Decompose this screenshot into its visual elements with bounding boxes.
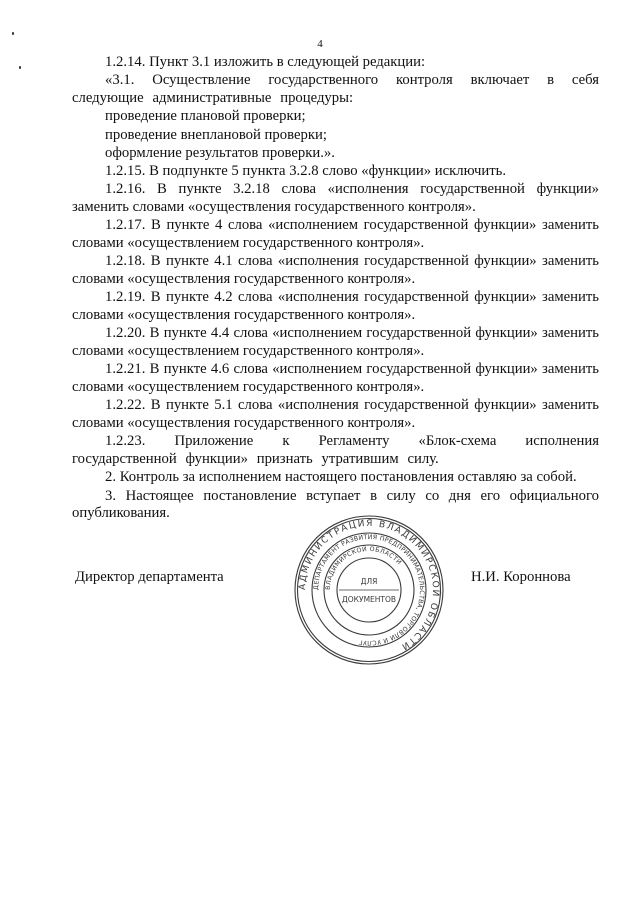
scan-mark [12,32,14,35]
signatory-title: Директор департамента [75,569,224,585]
closing-paragraph: 2. Контроль за исполнением настоящего постановления оставляю за собой. [105,469,577,486]
amendment-paragraph: 1.2.20. В пункте 4.4 слова «исполнением государственной функции» заменить словами «осуществлением государственного контроля». [72,325,599,360]
amendment-paragraph: 1.2.21. В пункте 4.6 слова «исполнением государственной функции» заменить словами «осуществлением государственного контроля». [72,361,599,396]
signatory-name: Н.И. Короннова [471,569,571,585]
amendment-paragraph: 1.2.17. В пункте 4 слова «исполнением государственной функции» заменить словами «осуществлением государственного контроля». [72,217,599,252]
seal-center-text: ДОКУМЕНТОВ [341,595,397,604]
seal-middle-text: ДЕПАРТАМЕНТ РАЗВИТИЯ ПРЕДПРИНИМАТЕЛЬСТВА, ТОРГОВЛИ И УСЛУГ [312,533,426,647]
seal-outer-ring [295,516,443,664]
amendment-paragraph: 1.2.23. Приложение к Регламенту «Блок-схема исполнения государственной функции» признать утратившим силу. [72,433,599,468]
seal-outer-text: АДМИНИСТРАЦИЯ ВЛАДИМИРСКОЙ ОБЛАСТИ [297,518,441,653]
amendment-paragraph: 1.2.15. В подпункте 5 пункта 3.2.8 слово «функции» исключить. [105,163,507,180]
list-item: оформление результатов проверки.». [105,144,335,161]
list-item: проведение плановой проверки; [105,108,306,125]
scan-mark [19,66,21,69]
amendment-paragraph: 1.2.19. В пункте 4.2 слова «исполнения государственной функции» заменить словами «осуществления государственного контроля». [72,289,599,324]
official-seal [291,512,447,668]
quoted-paragraph: «3.1. Осуществление государственного контроля включает в себя следующие административные процедуры: [72,72,599,106]
list-item: проведение внеплановой проверки; [105,126,327,143]
seal-center-text: ДЛЯ [360,577,378,586]
amendment-paragraph: 1.2.22. В пункте 5.1 слова «исполнения государственной функции» заменить словами «осуществления государственного контроля». [72,397,599,432]
document-body [72,54,599,524]
page-number: 4 [317,38,323,50]
seal-inner-text: ВЛАДИМИРСКОЙ ОБЛАСТИ [324,545,403,591]
closing-paragraph: 3. Настоящее постановление вступает в силу со дня его официального опубликования. [72,487,599,522]
procedure-list [72,108,599,162]
amendment-paragraph: 1.2.18. В пункте 4.1 слова «исполнения государственной функции» заменить словами «осуществления государственного контроля». [72,253,599,288]
amendment-paragraph: 1.2.14. Пункт 3.1 изложить в следующей редакции: [105,54,426,70]
amendment-paragraph: 1.2.16. В пункте 3.2.18 слова «исполнения государственной функции» заменить словами «осуществления государственного контроля». [72,181,599,216]
